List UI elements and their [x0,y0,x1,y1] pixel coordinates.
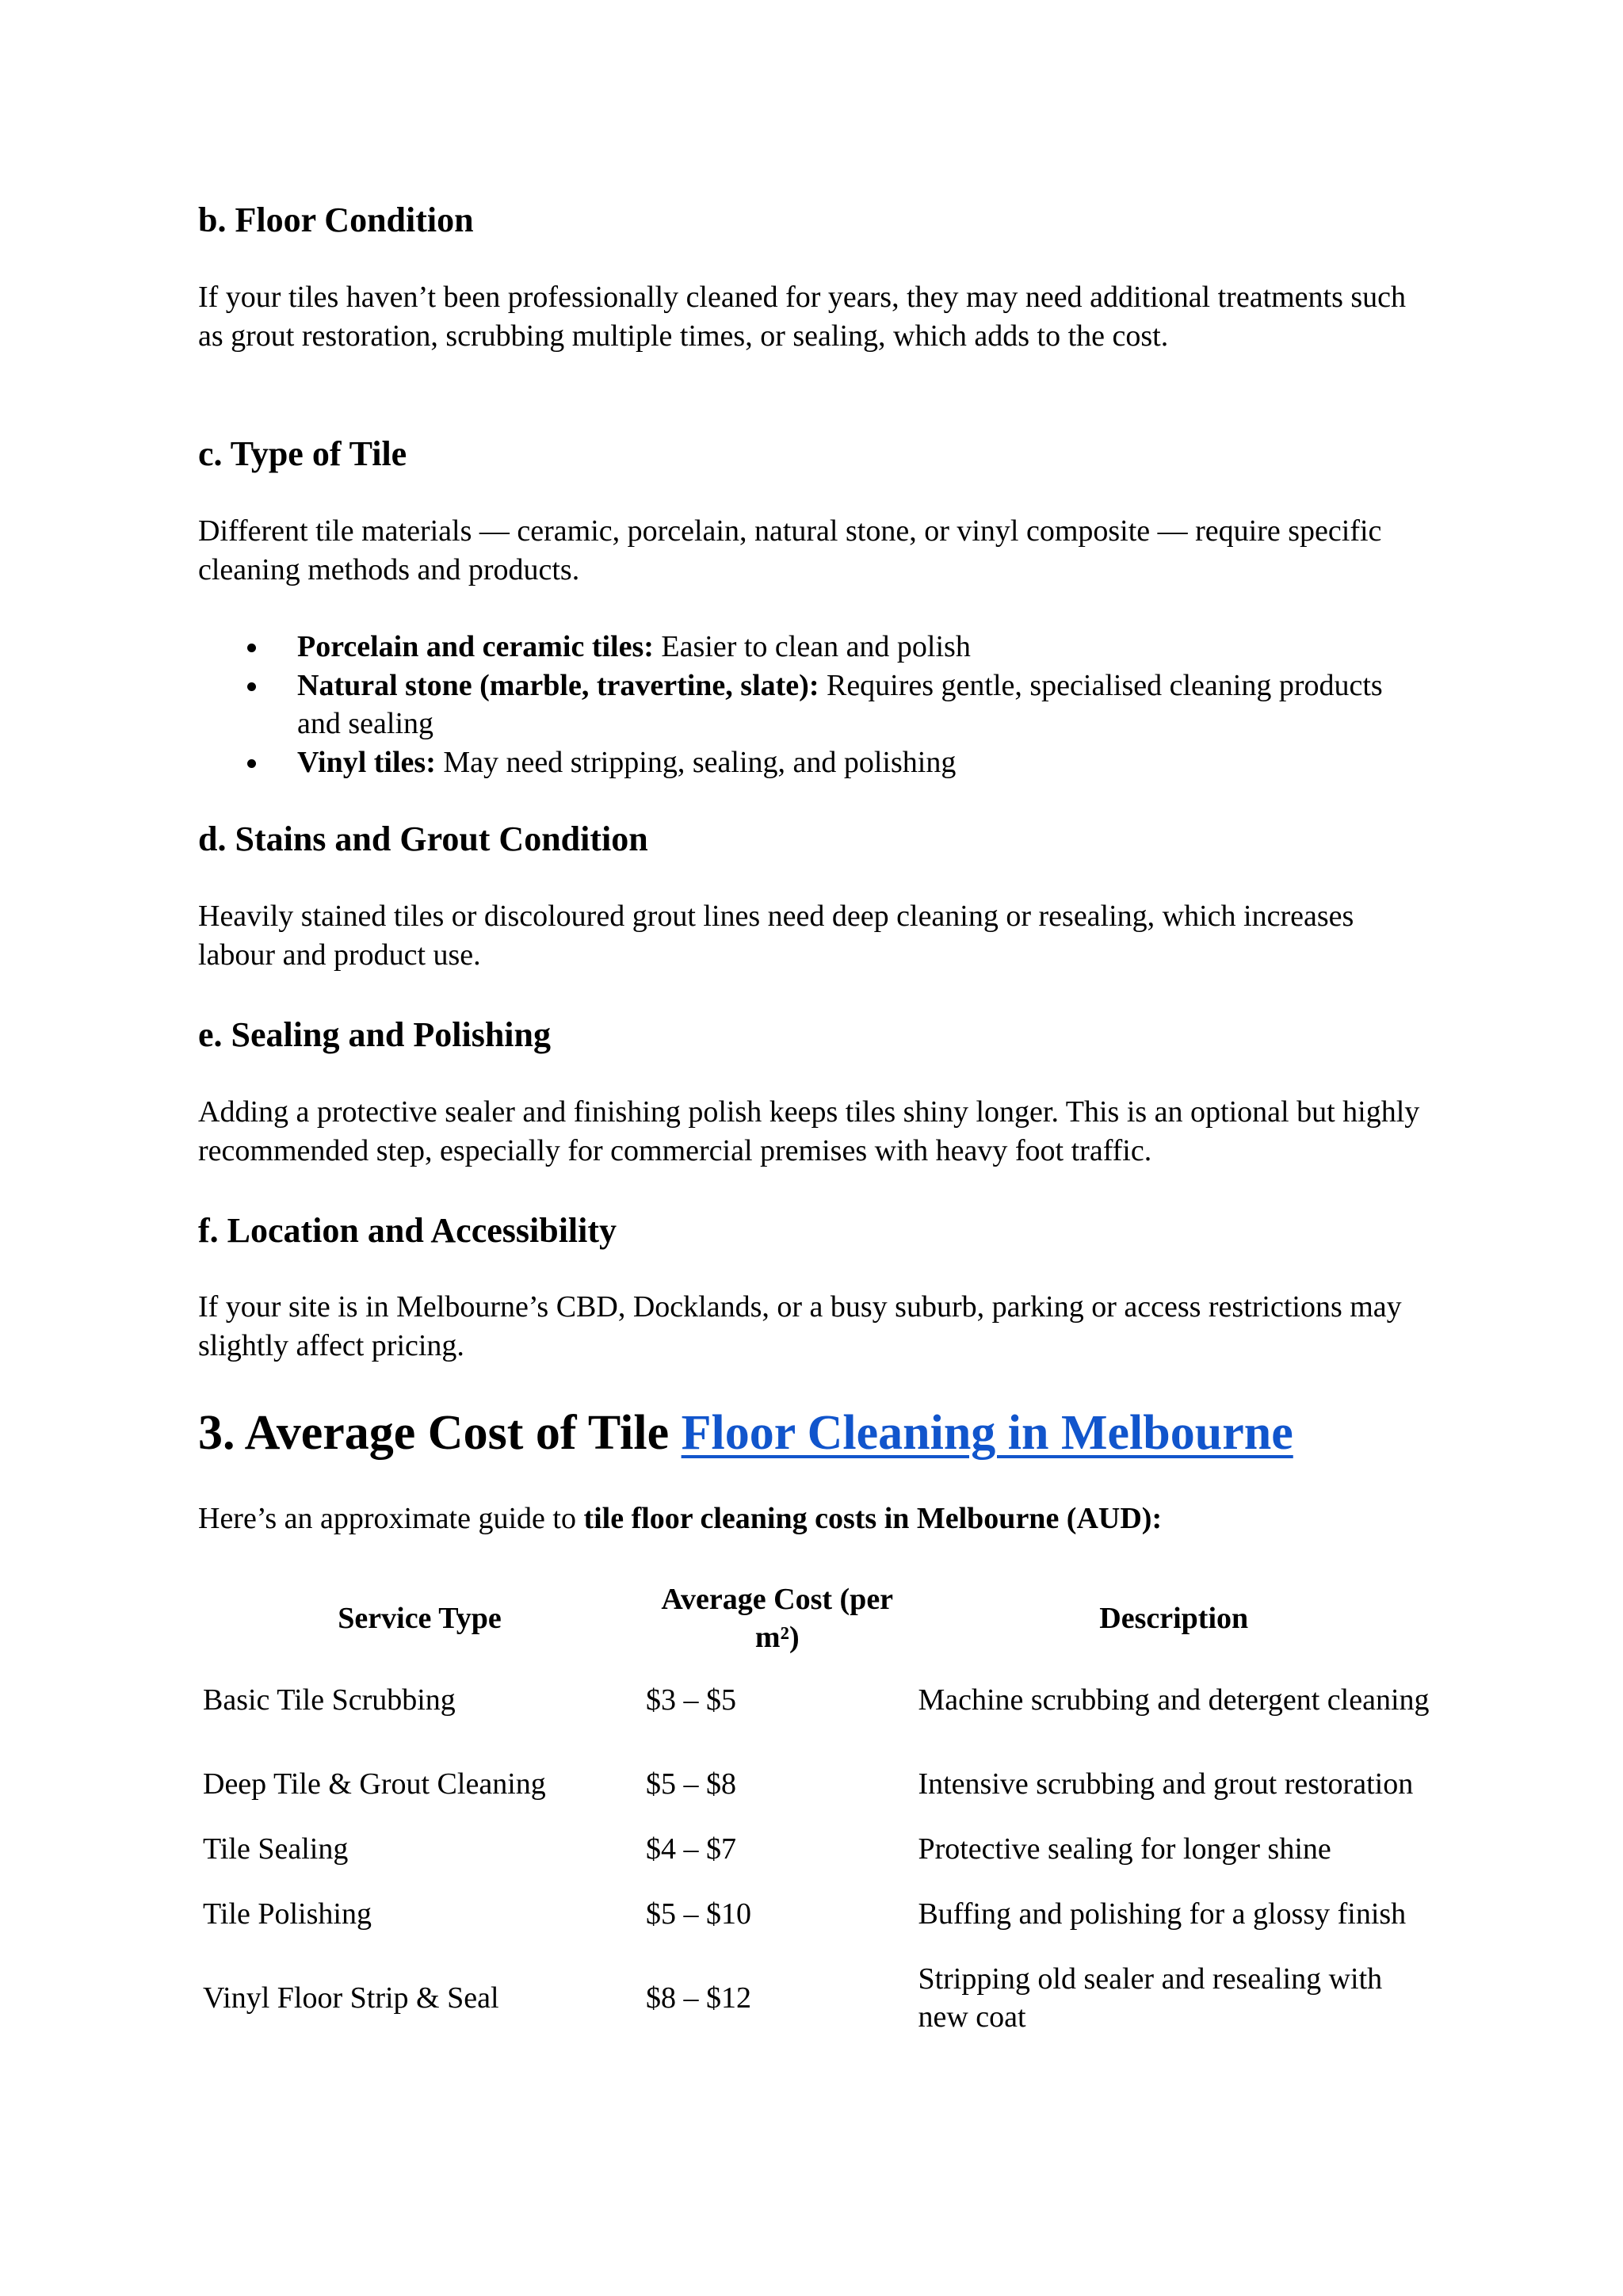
main-heading [198,1404,1293,1461]
intro-text [198,1499,1434,1538]
cell-service-type: Tile Polishing [203,1897,372,1931]
table-row [198,1742,1434,1826]
section-text-sealing-polishing: Adding a protective sealer and finishing polish keeps tiles shiny longer. This is an optional but highly recommended step, especially for commercial premises with heavy foot traffic. [198,1095,1420,1167]
section-text-type-of-tile: Different tile materials — ceramic, porcelain, natural stone, or vinyl composite — require specific cleaning methods and products. [198,514,1382,586]
list-item [198,743,1423,782]
list-item-bold: Porcelain and ceramic tiles: [297,630,654,663]
section-heading-type-of-tile: c. Type of Tile [198,434,407,473]
cell-service-type: Tile Sealing [203,1832,349,1866]
section-text-location: If your site is in Melbourne’s CBD, Docklands, or a busy suburb, parking or access restrictions may slightly affect pricing. [198,1290,1402,1362]
intro-prefix: Here’s an approximate guide to [198,1502,584,1535]
list-item-text: May need stripping, sealing, and polishing [435,745,957,779]
section-text-stains-grout: Heavily stained tiles or discoloured grout lines need deep cleaning or resealing, which increases labour and product use. [198,900,1354,972]
list-item-text: Requires gentle, specialised cleaning products and sealing [297,668,1383,740]
list-item-bold: Vinyl tiles: [297,745,436,779]
cell-average-cost: $5 – $10 [646,1897,752,1931]
column-header-description: Description [1099,1602,1249,1635]
bullet-icon [247,682,256,691]
tile-type-list [198,628,1434,781]
bullet-icon [247,644,256,652]
cell-description: Intensive scrubbing and grout restoration [918,1767,1414,1801]
cell-service-type: Deep Tile & Grout Cleaning [203,1767,546,1801]
cell-average-cost: $3 – $5 [646,1683,737,1717]
cell-average-cost: $8 – $12 [646,1981,752,2015]
cell-service-type: Vinyl Floor Strip & Seal [203,1981,499,2015]
table-row [198,1872,1434,1956]
section-heading-location: f. Location and Accessibility [198,1211,617,1250]
main-heading-prefix: 3. Average Cost of Tile [198,1406,682,1460]
cell-description: Machine scrubbing and detergent cleaning [918,1683,1430,1717]
intro-bold: tile floor cleaning costs in Melbourne (AUD): [583,1502,1163,1535]
column-header-average-cost: Average Cost (per m²) [661,1583,894,1654]
table-row [198,1658,1434,1742]
cell-average-cost: $5 – $8 [646,1767,737,1801]
list-item [198,667,1423,743]
cell-description: Buffing and polishing for a glossy finish [918,1897,1407,1931]
table-header-row [198,1579,1434,1658]
list-item-bold: Natural stone (marble, travertine, slate): [297,668,819,702]
bullet-icon [247,759,256,768]
cell-description: Stripping old sealer and resealing with new coat [918,1962,1383,2034]
table-row [198,1956,1434,2040]
section-text-floor-condition: If your tiles haven’t been professionally cleaned for years, they may need additional treatments such as grout restoration, scrubbing multiple times, or sealing, which adds to the cost. [198,281,1407,353]
list-item [198,628,1423,667]
table-row [198,1826,1434,1872]
cost-table [198,1579,1434,2040]
list-item-text: Easier to clean and polish [653,630,971,663]
section-heading-sealing-polishing: e. Sealing and Polishing [198,1015,552,1054]
column-header-service-type: Service Type [338,1602,502,1635]
cell-service-type: Basic Tile Scrubbing [203,1683,456,1717]
floor-cleaning-link[interactable]: Floor Cleaning in Melbourne [681,1406,1293,1460]
section-heading-floor-condition: b. Floor Condition [198,201,474,239]
cell-average-cost: $4 – $7 [646,1832,737,1866]
cell-description: Protective sealing for longer shine [918,1832,1331,1866]
section-heading-stains-grout: d. Stains and Grout Condition [198,819,648,858]
